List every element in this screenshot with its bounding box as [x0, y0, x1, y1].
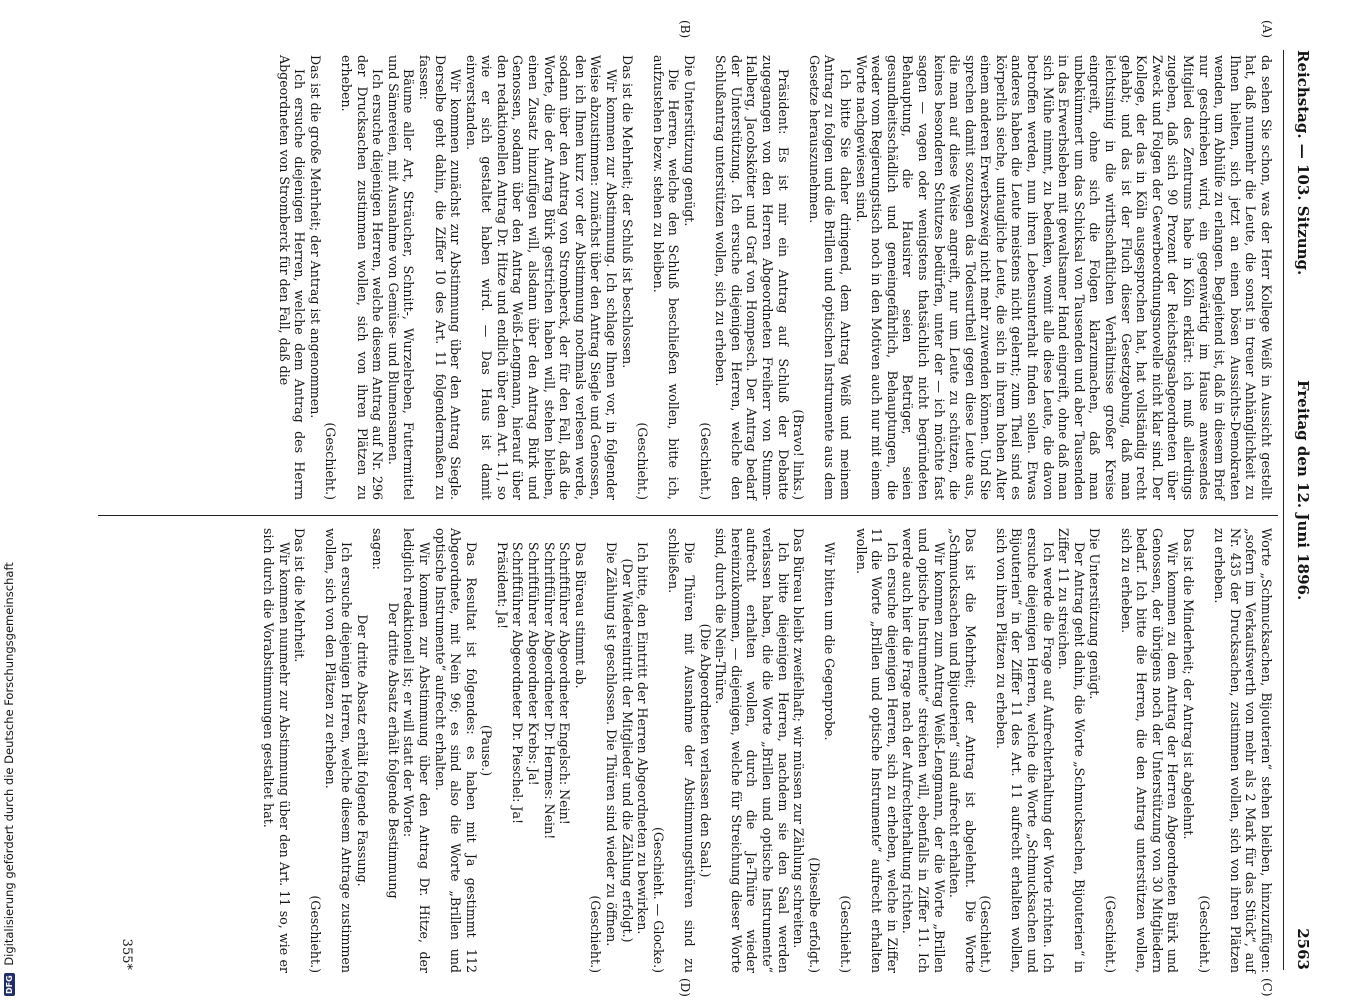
paragraph: (Geschieht.)	[588, 895, 604, 973]
paragraph: Ich ersuche diejenigen Herren, sich zu erheben, welche in Ziffer 11 die Worte „Brillen und optische Instrumente“ aufrecht erhalten wollen.	[853, 528, 900, 973]
paragraph: Der dritte Absatz erhält folgende Fassung.	[354, 614, 370, 887]
paragraph: (Geschieht.)	[978, 895, 994, 973]
paragraph: Die Unterstützung genügt.	[682, 55, 698, 227]
paragraph: Das ist die große Mehrheit; der Antrag ist angenommen.	[307, 55, 323, 419]
left-text-column	[276, 55, 1274, 500]
paragraph: (Geschieht.)	[323, 422, 339, 500]
paragraph: Das ist die Minderheit; der Antrag ist abgelehnt.	[1181, 528, 1197, 840]
paragraph: sagen:	[370, 528, 386, 570]
paragraph: Das Resultat ist folgendes: es haben mit Ja gestimmt 112 Abgeordnete, mit Nein 96; es sind also die Worte „Brillen und optische Instrumente“ aufrecht erhalten.	[432, 528, 479, 973]
paragraph: Ich bitte diejenigen Herren, nachdem sie den Saal werden verlassen haben, die die Worte „Brillen und optische Instrumente“ aufrecht erhalten wollen, durch die Ja-Thüre wieder hereinzukommen, — diejenigen, welche für Streichung dieser Worte sind, durch die Nein-Thüre.	[713, 528, 791, 973]
margin-mark-b: (B)	[678, 20, 692, 39]
paragraph: Das ist die Mehrheit; der Schluß ist beschlossen.	[619, 55, 635, 369]
paragraph: Wir kommen zum Antrag Weiß-Lengmann, der die Worte „Brillen und optische Instrumente“ streichen will, ebenfalls in Ziffer 11. Ich werde auch hier die Frage nach der Aufrechterhaltung richten.	[900, 528, 947, 973]
header-title: Reichstag. — 103. Sitzung.	[1294, 50, 1312, 276]
paragraph: Ich ersuche diejenigen Herren, welche dem Antrag des Herrn Abgeordneten von Stromberck für den Fall, daß die	[276, 55, 308, 500]
paragraph: (Geschieht.)	[1196, 895, 1212, 973]
paragraph: Ich werde die Frage auf Aufrechterhaltung der Worte richten. Ich ersuche diejenigen Herren, welche die Worte „Schmucksachen und Bijouterien“ in der Ziffer 11 des Art. 11 aufrecht erhalten wollen, sich von ihren Plätzen zu erheben.	[993, 528, 1056, 973]
paragraph: Schriftführer Abgeordneter Engelsch: Nein!	[557, 542, 573, 825]
paragraph: Die Unterstützung genügt.	[1087, 528, 1103, 700]
paragraph: (Geschieht. — Glocke.)	[650, 826, 666, 973]
paragraph: (Geschieht.)	[837, 895, 853, 973]
paragraph: Wir kommen zur Abstimmung. Ich schlage Ihnen vor, in folgender Weise abzustimmen: zunächst über den Antrag Siegle und Genossen, den ich Ihnen kurz vor der Abstimmung nochmals verlesen werde, sodann über den Antrag von Stromberck, der für den Fall, daß die Worte, die der Antrag Bürk gestrichen haben will, stehen bleiben, einen Zusatz hinzufügen will, alsdann über den Antrag Bürk und Genossen, sodann über den Antrag Weiß-Lengmann, hierauf über den redaktionellen Antrag Dr. Hitze und endlich über den Art. 11, so wie er sich gestaltet haben wird. — Das Haus ist damit einverstanden.	[463, 55, 620, 500]
page-number: 2563	[1294, 928, 1312, 970]
paragraph: Ich ersuche diejenigen Herren, welche diesem Antrage zustimmen wollen, sich von den Plätzen zu erheben.	[323, 528, 354, 973]
header-rule	[1283, 50, 1284, 970]
paragraph: da sehen Sie schon, was der Herr Kollege Weiß in Aussicht gestellt hat, daß nunmehr die Leute, die sonst in treuer Anhänglichkeit zu Ihnen hielten, sich jetzt an einen bösen Aussichts-Demokraten wenden, um Abhülfe zu erlangen. Begleitend ist, daß in diesem Brief nur geschrieben wird, ein gegenwärtig im Hause anwesendes Mitglied des Zentrums habe in Köln erklärt: ich muß allerdings zugeben, daß sich 90 Prozent der Reichstagsabgeordneten über Zweck und Folgen der Gewerbeordnungsnovelle nicht klar sind. Der Kollege, der das in Köln ausgesprochen hat, hat vollständig recht gehabt; und das ist der Fluch dieser Gesetzgebung, daß man leichtsinnig in die wirthschaftlichen Verhältnisse großer Kreise eingreift, ohne sich die Folgen klarzumachen, daß man unbekümmert um das Schicksal von Tausenden und aber Tausenden in das Erwerbsleben mit gewaltsamer Hand eingreift, ohne daß man sich Mühe nimmt, zu bedenken, womit alle diese Leute, die davon betroffen werden, nun ihren Lebensunterhalt finden sollen. Etwas anderes haben die Leute meistens nicht gelernt; zum Theil sind es körperlich sieche, untaugliche Leute, die sich in ihrem hohen Alter einem anderen Erwerbszweig nicht mehr zuwenden können. Und Sie sprechen damit sozusagen das Todesurtheil gegen diese Leute aus, die man auf diese Weise angreift, nur um Leute zu schützen, die keines besonderen Schutzes bedürfen, unter der — ich möchte fast sagen — vagen oder wenigstens thatsächlich nicht begründeten Behauptung, die Hausirer seien Betrüger, seien gesundheitsschädlich und gemeingefährlich, Behauptungen, die weder vom Regierungstisch noch in den Motiven auch nur mit einem Worte nachgewiesen sind.	[853, 55, 1274, 500]
paragraph: (Geschieht.)	[307, 895, 323, 973]
paragraph: Der dritte Absatz erhält folgende Bestimmung	[385, 602, 401, 899]
footer-signature-mark: 355*	[119, 938, 134, 970]
paragraph: Ich ersuche diejenigen Herren, welche diesem Antrag auf Nr. 296 der Drucksachen zustimmen wollen, sich von ihren Plätzen zu erheben.	[338, 55, 386, 500]
rotated-document-page	[74, 20, 1314, 997]
header-date: Freitag den 12. Juni 1896.	[1294, 380, 1312, 601]
paragraph: Bäume aller Art, Sträucher, Schnitt-, Wurzelreben, Futtermittel und Sämereien, mit Ausnahme von Gemüse- und Blumensamen.	[385, 55, 417, 500]
paragraph: Schriftführer Abgeordneter Dr. Hermes: Nein!	[541, 542, 557, 840]
paragraph: Präsident: Ja!	[494, 542, 510, 630]
paragraph: Die Herren, welche den Schluß beschließen wollen, bitte ich, aufzustehen bezw. stehen zu bleiben.	[650, 55, 682, 500]
paragraph: Worte „Schmucksachen, Bijouterien“ stehen bleiben, hinzuzufügen: „sofern im Verkaufswerth von mehr als 2 Mark für das Stück“, auf Nr. 435 der Drucksachen, zustimmen wollen, sich von ihren Plätzen zu erheben.	[1212, 528, 1274, 973]
paragraph: Die Zählung ist geschlossen. Die Thüren sind wieder zu öffnen.	[604, 542, 620, 947]
paragraph: (Dieselbe erfolgt.)	[806, 857, 822, 973]
paragraph: Wir kommen nunmehr zur Abstimmung über den Art. 11 so, wie er sich durch die Vorabstimmungen gestaltet hat.	[261, 528, 292, 973]
paragraph: Wir kommen zunächst zur Abstimmung über den Antrag Siegle. Derselbe geht dahin, die Ziffer 10 des Art. 11 folgendermaßen zu fassen:	[416, 55, 464, 500]
paragraph: Ich bitte Sie daher dringend, dem Antrag Weiß und meinem Antrag zu folgen und die Brillen und optischen Instrumente aus dem Gesetze herauszunehmen.	[806, 55, 853, 500]
margin-mark-d: (D)	[678, 978, 692, 997]
margin-mark-c: (C)	[1260, 978, 1274, 997]
paragraph: Der Antrag geht dahin, die Worte „Schmucksachen, Bijouterien“ in Ziffer 11 zu streichen.	[1056, 528, 1087, 973]
paragraph: Das Büreau stimmt ab.	[572, 542, 588, 689]
margin-mark-a: (A)	[1260, 20, 1274, 39]
paragraph: (Der Wiedereintritt der Mitglieder und die Zählung erfolgt.)	[619, 558, 635, 943]
paragraph: Ich bitte, den Eintritt der Herren Abgeordneten zu bewirken.	[635, 542, 651, 935]
paragraph: (Die Abgeordneten verlassen den Saal.)	[697, 623, 713, 878]
paragraph: Wir bitten um die Gegenprobe.	[822, 542, 838, 741]
paragraph: Wir kommen zu dem Antrag der Herren Abgeordneten Bürk und Genossen, der übrigens noch der Unterstützung von 30 Mitgliedern bedarf. Ich bitte die Herren, die den Antrag unterstützen wollen, sich zu erheben.	[1118, 528, 1181, 973]
digitization-credit	[0, 0, 18, 1000]
paragraph: (Geschieht.)	[697, 422, 713, 500]
paragraph: (Geschieht.)	[1103, 895, 1119, 973]
right-text-column	[260, 528, 1274, 973]
paragraph: Präsident: Es ist mir ein Antrag auf Schluß der Debatte zugegangen von den Herren Abgeordneten Freiherr von Stumm-Halberg, Jacobskötter und Graf von Hompesch. Der Antrag bedarf der Unterstützung. Ich ersuche diejenigen Herren, welche den Schlußantrag unterstützen wollen, sich zu erheben.	[713, 55, 791, 500]
credit-text: Digitalisierung gefördert durch die Deutsche Forschungsgemeinschaft	[2, 562, 16, 966]
paragraph: Das ist die Mehrheit.	[292, 528, 308, 663]
paragraph: Das ist die Mehrheit; der Antrag ist abgelehnt. Die Worte „Schmucksachen und Bijouterien“ sind aufrecht erhalten.	[947, 528, 978, 973]
paragraph: Das Büreau bleibt zweifelhaft; wir müssen zur Zählung schreiten.	[791, 528, 807, 949]
page-header	[1286, 50, 1314, 970]
paragraph: Die Thüren mit Ausnahme der Abstimmungsthüren sind zu schließen.	[666, 528, 698, 973]
paragraph: (Pause.)	[479, 724, 495, 777]
paragraph: Schriftführer Abgeordneter Krebs: Ja!	[526, 542, 542, 786]
paragraph: Wir kommen zur Abstimmung über den Antrag Dr. Hitze, der lediglich redaktionell ist; er will statt der Worte:	[401, 528, 432, 973]
paragraph: Schriftführer Abgeordneter Dr. Pieschel: Ja!	[510, 542, 526, 825]
paragraph: (Bravo! links.)	[791, 409, 807, 500]
dfg-logo: DFG	[5, 975, 14, 994]
paragraph: (Geschieht.)	[635, 422, 651, 500]
column-divider	[98, 515, 1278, 516]
